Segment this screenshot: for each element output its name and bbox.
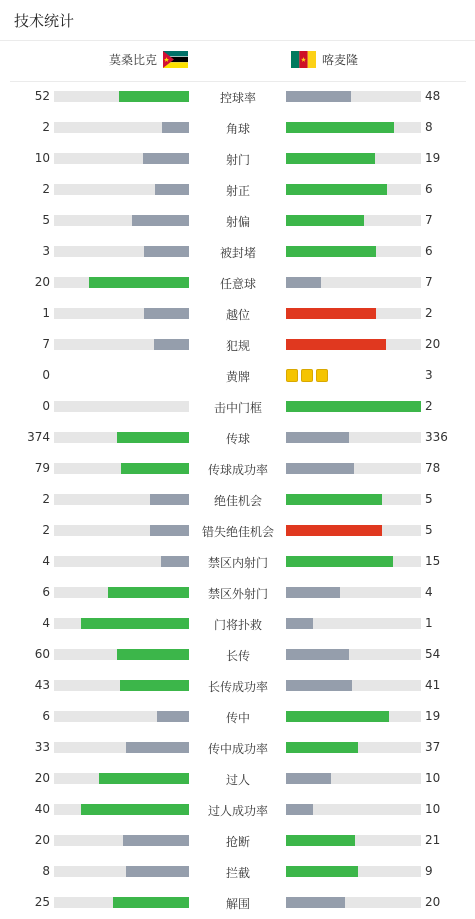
stat-label: 击中门框 [213, 401, 262, 415]
home-value: 5 [42, 213, 50, 227]
home-bar-track [54, 835, 189, 846]
stat-label: 错失绝佳机会 [201, 525, 274, 539]
stat-label: 角球 [225, 122, 250, 136]
away-bar-fill [286, 339, 386, 350]
away-value: 20 [425, 895, 441, 909]
away-bar-fill [286, 742, 358, 753]
home-bar-fill [108, 587, 189, 598]
teams-bar [10, 41, 466, 82]
home-bar-track [54, 866, 189, 877]
stat-row [0, 485, 475, 516]
away-value: 5 [425, 523, 433, 537]
home-bar-track [54, 742, 189, 753]
away-bar-track [286, 432, 421, 443]
home-value: 2 [42, 182, 50, 196]
away-bar-fill [286, 866, 358, 877]
stat-row [0, 795, 475, 826]
away-bar-track [286, 153, 421, 164]
away-bar-fill [286, 835, 355, 846]
away-value: 78 [425, 461, 441, 475]
away-bar-track [286, 804, 421, 815]
away-bar-track [286, 463, 421, 474]
home-value: 6 [42, 585, 50, 599]
home-bar-fill [162, 122, 189, 133]
stat-row [0, 702, 475, 733]
away-bar-fill [286, 711, 389, 722]
away-value: 6 [425, 244, 433, 258]
home-bar-track [54, 494, 189, 505]
stat-row [0, 578, 475, 609]
away-value: 10 [425, 771, 441, 785]
away-bar-fill [286, 153, 375, 164]
home-bar-track [54, 773, 189, 784]
away-bar-track [286, 339, 421, 350]
home-value: 25 [34, 895, 50, 909]
away-bar-track [286, 525, 421, 536]
away-value: 10 [425, 802, 441, 816]
stat-row [0, 423, 475, 454]
home-bar-fill [154, 339, 189, 350]
stat-row [0, 268, 475, 299]
away-bar-track [286, 835, 421, 846]
home-bar-fill [119, 91, 189, 102]
stat-row [0, 175, 475, 206]
stat-row [0, 547, 475, 578]
away-value: 8 [425, 120, 433, 134]
yellow-card-icon [301, 369, 313, 382]
away-value: 336 [425, 430, 448, 444]
stat-label: 任意球 [219, 277, 256, 291]
stat-label: 禁区外射门 [207, 587, 268, 601]
away-bar-fill [286, 91, 351, 102]
away-bar-fill [286, 463, 354, 474]
home-bar-track [54, 246, 189, 257]
away-bar-track [286, 184, 421, 195]
mozambique-flag-icon [163, 51, 188, 68]
stat-label: 过人 [225, 773, 250, 787]
away-bar-track [286, 649, 421, 660]
stat-label: 禁区内射门 [207, 556, 268, 570]
stat-row [0, 454, 475, 485]
home-bar-track [54, 897, 189, 908]
away-bar-track [286, 494, 421, 505]
stat-row [0, 640, 475, 671]
home-bar-track [54, 649, 189, 660]
home-bar-track [54, 153, 189, 164]
home-value: 2 [42, 120, 50, 134]
home-value: 3 [42, 244, 50, 258]
stat-row [0, 299, 475, 330]
home-bar-track [54, 804, 189, 815]
stat-row [0, 361, 475, 392]
stat-label: 传球成功率 [207, 463, 268, 477]
away-bar-fill [286, 525, 382, 536]
home-value: 43 [34, 678, 50, 692]
stat-row [0, 330, 475, 361]
home-bar-track [54, 680, 189, 691]
home-bar-fill [132, 215, 189, 226]
away-bar-fill [286, 804, 313, 815]
away-bar-track [286, 246, 421, 257]
home-bar-track [54, 277, 189, 288]
away-value: 4 [425, 585, 433, 599]
away-bar-track [286, 680, 421, 691]
home-bar-fill [126, 866, 189, 877]
home-bar-fill [120, 680, 189, 691]
stat-row [0, 857, 475, 888]
away-bar-fill [286, 618, 313, 629]
home-bar-track [54, 184, 189, 195]
stat-label: 拦截 [225, 866, 250, 880]
stat-label: 传中 [225, 711, 250, 725]
home-value: 7 [42, 337, 50, 351]
home-bar-track [54, 91, 189, 102]
away-bar-fill [286, 122, 394, 133]
stat-label: 长传 [225, 649, 250, 663]
stats-header [0, 0, 475, 41]
away-bar-track [286, 897, 421, 908]
stat-label: 黄牌 [225, 370, 250, 384]
home-value: 1 [42, 306, 50, 320]
home-value: 40 [34, 802, 50, 816]
away-value: 19 [425, 709, 441, 723]
home-bar-fill [143, 153, 189, 164]
home-bar-fill [126, 742, 189, 753]
away-bar-track [286, 618, 421, 629]
home-bar-track [54, 122, 189, 133]
home-bar-track [54, 525, 189, 536]
stat-label: 控球率 [219, 91, 256, 105]
away-value: 2 [425, 306, 433, 320]
stat-label: 解围 [225, 897, 250, 911]
home-value: 0 [42, 399, 50, 413]
away-bar-track [286, 773, 421, 784]
home-value: 60 [34, 647, 50, 661]
stat-row [0, 206, 475, 237]
away-bar-track [286, 308, 421, 319]
stat-row [0, 609, 475, 640]
home-bar-track [54, 618, 189, 629]
away-value: 21 [425, 833, 441, 847]
away-value: 6 [425, 182, 433, 196]
stat-row [0, 826, 475, 857]
home-bar-track [54, 215, 189, 226]
home-bar-fill [117, 649, 189, 660]
stat-label: 抢断 [225, 835, 250, 849]
home-team-name: 莫桑比克 [108, 53, 157, 67]
stat-row [0, 671, 475, 702]
home-bar-fill [89, 277, 189, 288]
stat-label: 门将扑救 [213, 618, 262, 632]
stat-row [0, 392, 475, 423]
away-value: 48 [425, 89, 441, 103]
away-bar-fill [286, 556, 393, 567]
home-bar-track [54, 401, 189, 412]
home-value: 33 [34, 740, 50, 754]
stat-row [0, 764, 475, 795]
home-bar-track [54, 711, 189, 722]
away-team [291, 51, 358, 68]
cameroon-flag-icon [291, 51, 316, 68]
away-yellow-cards [286, 369, 328, 382]
stat-row [0, 733, 475, 764]
away-bar-fill [286, 401, 421, 412]
away-bar-track [286, 587, 421, 598]
home-bar-track [54, 339, 189, 350]
stat-row [0, 516, 475, 547]
away-bar-track [286, 866, 421, 877]
home-value: 79 [34, 461, 50, 475]
stat-label: 被封堵 [219, 246, 256, 260]
home-value: 20 [34, 833, 50, 847]
away-bar-track [286, 711, 421, 722]
stat-row [0, 888, 475, 919]
home-bar-track [54, 587, 189, 598]
yellow-card-icon [316, 369, 328, 382]
home-value: 4 [42, 616, 50, 630]
home-bar-fill [99, 773, 189, 784]
away-value: 20 [425, 337, 441, 351]
away-bar-track [286, 401, 421, 412]
home-value: 20 [34, 771, 50, 785]
away-bar-track [286, 277, 421, 288]
home-bar-fill [113, 897, 189, 908]
home-bar-track [54, 463, 189, 474]
away-bar-fill [286, 680, 352, 691]
away-value: 7 [425, 275, 433, 289]
away-bar-fill [286, 308, 376, 319]
home-value: 10 [34, 151, 50, 165]
home-bar-track [54, 432, 189, 443]
stat-label: 传中成功率 [207, 742, 268, 756]
yellow-card-icon [286, 369, 298, 382]
stats-list [0, 82, 475, 919]
home-value: 0 [42, 368, 50, 382]
away-bar-track [286, 742, 421, 753]
home-bar-fill [144, 308, 189, 319]
stat-label: 射门 [225, 153, 250, 167]
home-bar-fill [150, 525, 189, 536]
away-bar-fill [286, 649, 349, 660]
home-bar-track [54, 556, 189, 567]
away-bar-fill [286, 494, 382, 505]
away-value: 7 [425, 213, 433, 227]
home-bar-fill [81, 618, 189, 629]
away-bar-track [286, 91, 421, 102]
home-value: 2 [42, 492, 50, 506]
stat-label: 绝佳机会 [213, 494, 262, 508]
stat-label: 长传成功率 [207, 680, 268, 694]
away-value: 15 [425, 554, 441, 568]
away-bar-fill [286, 432, 349, 443]
home-value: 4 [42, 554, 50, 568]
stat-label: 射正 [225, 184, 250, 198]
away-value: 5 [425, 492, 433, 506]
stat-row [0, 113, 475, 144]
home-bar-fill [121, 463, 189, 474]
away-bar-track [286, 556, 421, 567]
away-bar-fill [286, 184, 387, 195]
home-bar-fill [155, 184, 189, 195]
stat-row [0, 237, 475, 268]
home-value: 8 [42, 864, 50, 878]
home-bar-fill [157, 711, 189, 722]
away-bar-fill [286, 215, 364, 226]
stat-row [0, 144, 475, 175]
home-value: 6 [42, 709, 50, 723]
stat-label: 过人成功率 [207, 804, 268, 818]
away-value: 41 [425, 678, 441, 692]
away-value: 2 [425, 399, 433, 413]
home-value: 2 [42, 523, 50, 537]
home-bar-fill [81, 804, 189, 815]
away-team-name: 喀麦隆 [322, 53, 359, 67]
home-bar-track [54, 308, 189, 319]
away-bar-fill [286, 587, 340, 598]
away-bar-fill [286, 897, 345, 908]
stat-label: 犯规 [225, 339, 250, 353]
home-team [109, 51, 188, 68]
home-bar-fill [150, 494, 189, 505]
stat-label: 传球 [225, 432, 250, 446]
stat-row [0, 82, 475, 113]
home-value: 20 [34, 275, 50, 289]
home-bar-fill [144, 246, 189, 257]
home-value: 374 [27, 430, 50, 444]
page-title: 技术统计 [14, 12, 75, 30]
away-bar-fill [286, 277, 321, 288]
stat-label: 射偏 [225, 215, 250, 229]
home-bar-fill [123, 835, 189, 846]
away-value: 19 [425, 151, 441, 165]
stat-label: 越位 [225, 308, 250, 322]
home-bar-fill [117, 432, 189, 443]
away-value: 3 [425, 368, 433, 382]
away-bar-track [286, 122, 421, 133]
away-bar-track [286, 215, 421, 226]
home-bar-fill [161, 556, 189, 567]
away-value: 9 [425, 864, 433, 878]
away-bar-fill [286, 773, 331, 784]
away-value: 37 [425, 740, 441, 754]
away-bar-fill [286, 246, 376, 257]
away-value: 54 [425, 647, 441, 661]
away-value: 1 [425, 616, 433, 630]
home-value: 52 [34, 89, 50, 103]
